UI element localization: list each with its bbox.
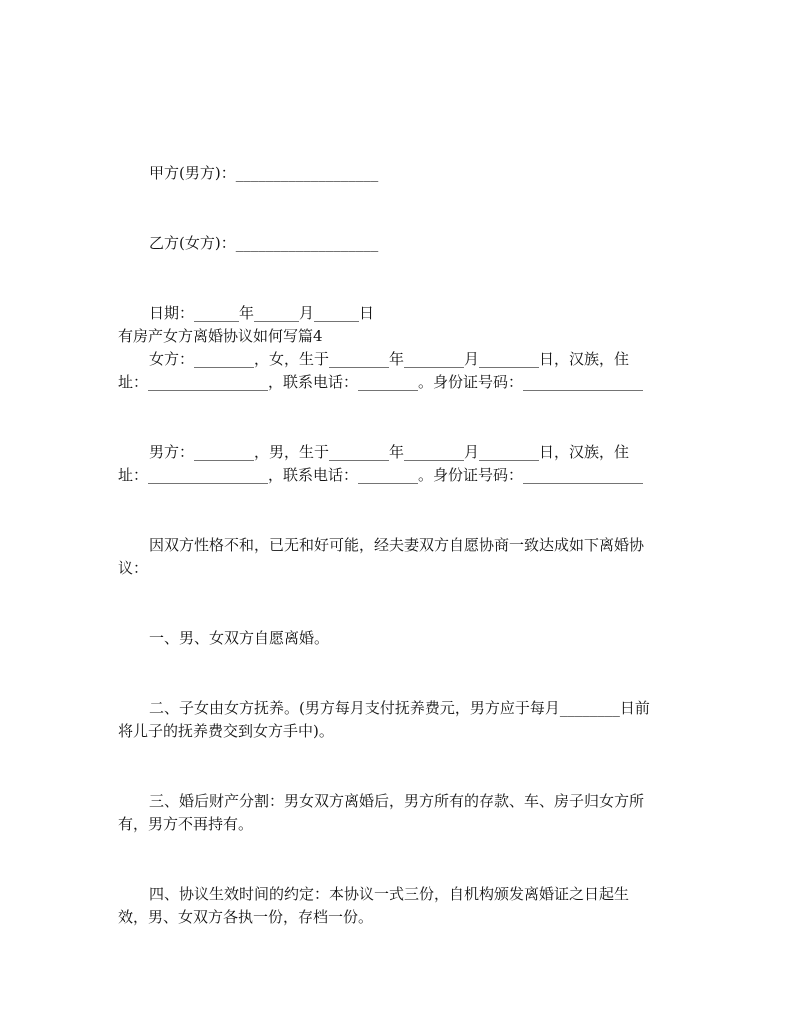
section-heading: 有房产女方离婚协议如何写篇4	[118, 327, 323, 345]
clause-4-line-1: 四、协议生效时间的约定：本协议一式三份，自机构颁发离婚证之日起生	[149, 885, 630, 903]
clause-3-line-2: 有，男方不再持有。	[118, 815, 254, 833]
date-line: 日期：______年______月______日	[149, 304, 375, 322]
clause-4-line-2: 效，男、女双方各执一份，存档一份。	[118, 908, 374, 926]
clause-2-line-2: 将儿子的抚养费交到女方手中)。	[118, 722, 334, 740]
intro-line-1: 因双方性格不和，已无和好可能，经夫妻双方自愿协商一致达成如下离婚协	[149, 536, 645, 554]
party-a-line: 甲方(男方)：___________________	[149, 164, 379, 182]
clause-1-line-1: 一、男、女双方自愿离婚。	[149, 629, 330, 647]
man-info-line-2: 址：________________，联系电话：________。身份证号码：________________	[118, 466, 644, 484]
intro-line-2: 议：	[118, 559, 149, 577]
clause-2-line-1: 二、子女由女方抚养。(男方每月支付抚养费元，男方应于每月________日前	[149, 699, 650, 717]
woman-info-line-1: 女方：________，女，生于________年________月________日，汉族，住	[149, 350, 630, 368]
clause-3-line-1: 三、婚后财产分割：男女双方离婚后，男方所有的存款、车、房子归女方所	[149, 792, 645, 810]
party-b-line: 乙方(女方)：___________________	[149, 234, 379, 252]
woman-info-line-2: 址：________________，联系电话：________。身份证号码：________________	[118, 373, 644, 391]
man-info-line-1: 男方：________，男，生于________年________月________日，汉族，住	[149, 443, 630, 461]
